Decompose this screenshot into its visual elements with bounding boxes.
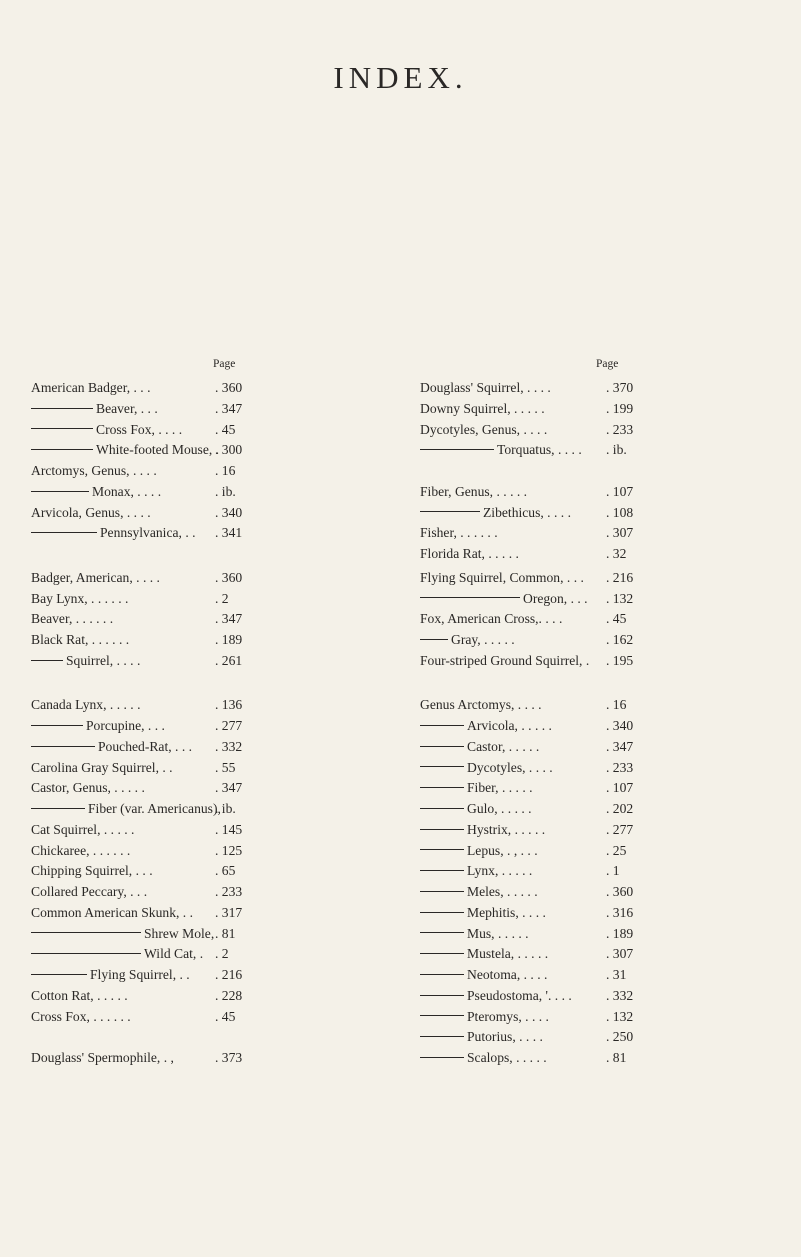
- ditto-dash: [31, 725, 83, 726]
- entry-page-number: . 233: [606, 759, 634, 775]
- index-entry: [420, 799, 770, 819]
- index-entry: [31, 965, 381, 985]
- ditto-dash: [31, 532, 97, 533]
- entry-page-number: . 347: [215, 780, 243, 796]
- entry-name: Black Rat, . . . . . .: [31, 632, 130, 647]
- entry-page-number: . 2: [215, 946, 229, 962]
- index-entry: [420, 482, 770, 502]
- ditto-dash: [420, 449, 494, 450]
- index-entry: [31, 378, 381, 398]
- index-entry: [420, 589, 770, 609]
- page-title: INDEX.: [333, 60, 468, 95]
- entry-page-number: . 341: [215, 525, 243, 541]
- entry-page-number: . 81: [215, 925, 236, 941]
- index-entry: [420, 716, 770, 736]
- entry-name: Flying Squirrel, . .: [90, 967, 190, 982]
- entry-page-number: . 108: [606, 504, 634, 520]
- index-entry: [31, 924, 381, 944]
- ditto-dash: [420, 849, 464, 850]
- entry-page-number: . 132: [606, 590, 634, 606]
- index-entry: [420, 986, 770, 1006]
- entry-page-number: . 195: [606, 652, 634, 668]
- index-entry: [31, 903, 381, 923]
- index-entry: [31, 737, 381, 757]
- entry-name: Lepus, . , . . .: [467, 842, 538, 858]
- entry-page-number: . 360: [606, 884, 634, 899]
- entry-name: Arctomys, Genus, . . . .: [31, 463, 157, 478]
- entry-name: Fisher, . . . . . .: [420, 525, 498, 541]
- entry-page-number: . 65: [215, 863, 236, 879]
- entry-name: Four-striped Ground Squirrel, .: [420, 652, 590, 668]
- entry-page-number: . 277: [606, 821, 634, 837]
- index-entry: [31, 944, 381, 964]
- index-entry: [31, 716, 381, 736]
- entry-name: Putorius, . . . .: [467, 1029, 543, 1045]
- entry-page-number: . 360: [215, 569, 243, 585]
- entry-name: Douglass' Squirrel, . . . .: [420, 380, 551, 395]
- index-entry: [420, 609, 770, 629]
- index-entry: [31, 589, 381, 609]
- entry-name: Downy Squirrel, . . . . .: [420, 400, 545, 416]
- entry-page-number: . 233: [215, 884, 243, 899]
- entry-page-number: . 45: [606, 611, 627, 627]
- entry-name: Dycotyles, . . . .: [467, 759, 553, 775]
- entry-page-number: . 145: [215, 821, 243, 837]
- entry-name: Fiber, . . . . .: [467, 780, 533, 796]
- entry-page-number: . 107: [606, 483, 634, 499]
- index-entry: [31, 1007, 381, 1027]
- entry-page-number: . 228: [215, 987, 243, 1003]
- entry-page-number: . 1: [606, 863, 620, 879]
- entry-name: Fox, American Cross,. . . .: [420, 611, 563, 627]
- entry-page-number: . 189: [606, 925, 634, 941]
- entry-name: Mus, . . . . .: [467, 925, 529, 941]
- index-entry: [420, 841, 770, 861]
- index-entry: [420, 861, 770, 881]
- entry-page-number: . 132: [606, 1008, 634, 1024]
- entry-name: Fiber, Genus, . . . . .: [420, 483, 528, 499]
- entry-name: Gray, . . . . .: [451, 632, 515, 647]
- entry-page-number: . 125: [215, 842, 243, 858]
- ditto-dash: [420, 870, 464, 871]
- entry-name: Pouched-Rat, . . .: [98, 738, 193, 754]
- ditto-dash: [31, 746, 95, 747]
- index-entry: [31, 503, 381, 523]
- index-entry: [31, 758, 381, 778]
- index-entry: [31, 841, 381, 861]
- index-entry: [31, 986, 381, 1006]
- entry-name: Florida Rat, . . . . .: [420, 546, 519, 561]
- index-entry: [420, 568, 770, 588]
- index-entry: [31, 882, 381, 902]
- index-entry: [420, 882, 770, 902]
- index-entry: [420, 440, 770, 460]
- entry-page-number: . 55: [215, 759, 236, 775]
- entry-name: Chipping Squirrel, . . .: [31, 863, 153, 879]
- entry-name: Douglass' Spermophile, . ,: [31, 1050, 174, 1065]
- index-entry: [31, 695, 381, 715]
- index-entry: [420, 695, 770, 715]
- entry-name: Torquatus, . . . .: [497, 442, 582, 458]
- index-entry: [420, 737, 770, 757]
- index-entry: [31, 799, 381, 819]
- ditto-dash: [420, 932, 464, 933]
- index-entry: [420, 758, 770, 778]
- entry-page-number: . 300: [215, 442, 243, 458]
- entry-page-number: . 136: [215, 697, 243, 713]
- entry-name: Fiber (var. Americanus),: [88, 801, 221, 816]
- index-entry: [420, 399, 770, 419]
- entry-name: American Badger, . . .: [31, 380, 151, 395]
- index-entry: [420, 420, 770, 440]
- entry-page-number: . 199: [606, 400, 634, 416]
- ditto-dash: [420, 746, 464, 747]
- entry-page-number: . 277: [215, 718, 243, 733]
- entry-page-number: . 189: [215, 632, 243, 647]
- index-entry: [31, 420, 381, 440]
- ditto-dash: [31, 491, 89, 492]
- entry-name: Wild Cat, .: [144, 946, 204, 962]
- entry-name: Canada Lynx, . . . . .: [31, 697, 141, 713]
- ditto-dash: [420, 1036, 464, 1037]
- ditto-dash: [31, 932, 141, 933]
- entry-page-number: . 107: [606, 780, 634, 796]
- index-entry: [31, 861, 381, 881]
- entry-page-number: . 373: [215, 1050, 243, 1065]
- entry-name: Badger, American, . . . .: [31, 569, 160, 585]
- ditto-dash: [420, 808, 464, 809]
- ditto-dash: [420, 1057, 464, 1058]
- page-column-heading: Page: [213, 358, 236, 370]
- entry-page-number: . 347: [606, 738, 634, 754]
- entry-page-number: . 316: [606, 904, 634, 920]
- entry-name: Monax, . . . .: [92, 483, 162, 499]
- index-entry: [420, 924, 770, 944]
- ditto-dash: [420, 725, 464, 726]
- index-entry: [31, 630, 381, 650]
- index-entry: [420, 651, 770, 671]
- entry-page-number: . 216: [606, 569, 634, 585]
- index-entry: [420, 523, 770, 543]
- entry-name: Beaver, . . . . . .: [31, 611, 114, 627]
- index-entry: [31, 482, 381, 502]
- entry-name: White-footed Mouse, .: [96, 442, 220, 458]
- index-entry: [31, 651, 381, 671]
- ditto-dash: [31, 974, 87, 975]
- entry-name: Cat Squirrel, . . . . .: [31, 821, 135, 837]
- entry-name: Pteromys, . . . .: [467, 1008, 549, 1024]
- ditto-dash: [31, 808, 85, 809]
- entry-name: Porcupine, . . .: [86, 718, 165, 733]
- entry-page-number: . ib.: [215, 801, 236, 816]
- entry-name: Meles, . . . . .: [467, 884, 538, 899]
- ditto-dash: [31, 428, 93, 429]
- entry-page-number: . 317: [215, 904, 243, 920]
- index-entry: [420, 944, 770, 964]
- entry-name: Shrew Mole,: [144, 925, 215, 941]
- index-entry: [31, 461, 381, 481]
- entry-page-number: . 25: [606, 842, 627, 858]
- entry-name: Mephitis, . . . .: [467, 904, 546, 920]
- entry-page-number: . 16: [215, 463, 236, 478]
- index-entry: [420, 1007, 770, 1027]
- entry-name: Pseudostoma, '. . . .: [467, 987, 572, 1003]
- ditto-dash: [420, 974, 464, 975]
- entry-page-number: . 347: [215, 611, 243, 627]
- entry-page-number: . 45: [215, 421, 236, 437]
- index-entry: [31, 568, 381, 588]
- ditto-dash: [31, 953, 141, 954]
- entry-name: Collared Peccary, . . .: [31, 884, 148, 899]
- entry-name: Zibethicus, . . . .: [483, 504, 571, 520]
- ditto-dash: [420, 912, 464, 913]
- ditto-dash: [420, 511, 480, 512]
- entry-name: Flying Squirrel, Common, . . .: [420, 569, 584, 585]
- entry-page-number: . 307: [606, 525, 634, 541]
- entry-name: Cross Fox, . . . . . .: [31, 1008, 131, 1024]
- entry-name: Cross Fox, . . . .: [96, 421, 183, 437]
- ditto-dash: [420, 829, 464, 830]
- entry-page-number: . 32: [606, 546, 627, 561]
- index-entry: [31, 778, 381, 798]
- ditto-dash: [420, 891, 464, 892]
- entry-page-number: . 162: [606, 632, 634, 647]
- entry-name: Pennsylvanica, . .: [100, 525, 196, 541]
- entry-page-number: . 332: [606, 987, 634, 1003]
- entry-page-number: . 347: [215, 400, 243, 416]
- entry-page-number: . 16: [606, 697, 627, 713]
- ditto-dash: [420, 1015, 464, 1016]
- entry-name: Arvicola, Genus, . . . .: [31, 504, 151, 520]
- index-entry: [420, 544, 770, 564]
- entry-name: Squirrel, . . . .: [66, 652, 141, 668]
- index-entry: [420, 1048, 770, 1068]
- index-entry: [420, 630, 770, 650]
- entry-name: Hystrix, . . . . .: [467, 821, 546, 837]
- entry-name: Beaver, . . .: [96, 400, 158, 416]
- entry-page-number: . 233: [606, 421, 634, 437]
- entry-name: Bay Lynx, . . . . . .: [31, 590, 129, 606]
- entry-name: Arvicola, . . . . .: [467, 718, 552, 733]
- entry-page-number: . 261: [215, 652, 243, 668]
- index-entry: [31, 399, 381, 419]
- entry-name: Carolina Gray Squirrel, . .: [31, 759, 173, 775]
- entry-page-number: . 45: [215, 1008, 236, 1024]
- entry-name: Oregon, . . .: [523, 590, 588, 606]
- entry-page-number: . 370: [606, 380, 634, 395]
- ditto-dash: [420, 639, 448, 640]
- entry-page-number: . 216: [215, 967, 243, 982]
- ditto-dash: [420, 995, 464, 996]
- index-entry: [420, 1027, 770, 1047]
- page-column-heading: Page: [596, 358, 619, 370]
- entry-name: Neotoma, . . . .: [467, 967, 548, 982]
- entry-page-number: . 2: [215, 590, 229, 606]
- entry-page-number: . 340: [606, 718, 634, 733]
- index-entry: [420, 820, 770, 840]
- entry-name: Common American Skunk, . .: [31, 904, 193, 920]
- ditto-dash: [31, 449, 93, 450]
- entry-name: Scalops, . . . . .: [467, 1050, 547, 1065]
- entry-name: Lynx, . . . . .: [467, 863, 533, 879]
- entry-page-number: . 31: [606, 967, 627, 982]
- entry-page-number: . ib.: [606, 442, 627, 458]
- entry-page-number: . 250: [606, 1029, 634, 1045]
- entry-name: Castor, . . . . .: [467, 738, 540, 754]
- entry-name: Genus Arctomys, . . . .: [420, 697, 542, 713]
- entry-page-number: . 340: [215, 504, 243, 520]
- index-entry: [31, 820, 381, 840]
- entry-name: Mustela, . . . . .: [467, 946, 549, 962]
- entry-name: Castor, Genus, . . . . .: [31, 780, 145, 796]
- ditto-dash: [31, 408, 93, 409]
- entry-name: Cotton Rat, . . . . .: [31, 987, 128, 1003]
- ditto-dash: [420, 787, 464, 788]
- entry-page-number: . 360: [215, 380, 243, 395]
- index-entry: [31, 523, 381, 543]
- ditto-dash: [31, 660, 63, 661]
- entry-page-number: . 81: [606, 1050, 627, 1065]
- index-entry: [420, 503, 770, 523]
- index-entry: [420, 903, 770, 923]
- index-entry: [31, 440, 381, 460]
- entry-page-number: . 332: [215, 738, 243, 754]
- ditto-dash: [420, 953, 464, 954]
- index-entry: [31, 1048, 381, 1068]
- entry-page-number: . 307: [606, 946, 634, 962]
- entry-name: Dycotyles, Genus, . . . .: [420, 421, 548, 437]
- index-entry: [420, 778, 770, 798]
- entry-page-number: . 202: [606, 801, 634, 816]
- index-entry: [31, 609, 381, 629]
- entry-name: Gulo, . . . . .: [467, 801, 532, 816]
- ditto-dash: [420, 597, 520, 598]
- entry-name: Chickaree, . . . . . .: [31, 842, 131, 858]
- entry-page-number: . ib.: [215, 483, 236, 499]
- ditto-dash: [420, 766, 464, 767]
- index-entry: [420, 378, 770, 398]
- index-entry: [420, 965, 770, 985]
